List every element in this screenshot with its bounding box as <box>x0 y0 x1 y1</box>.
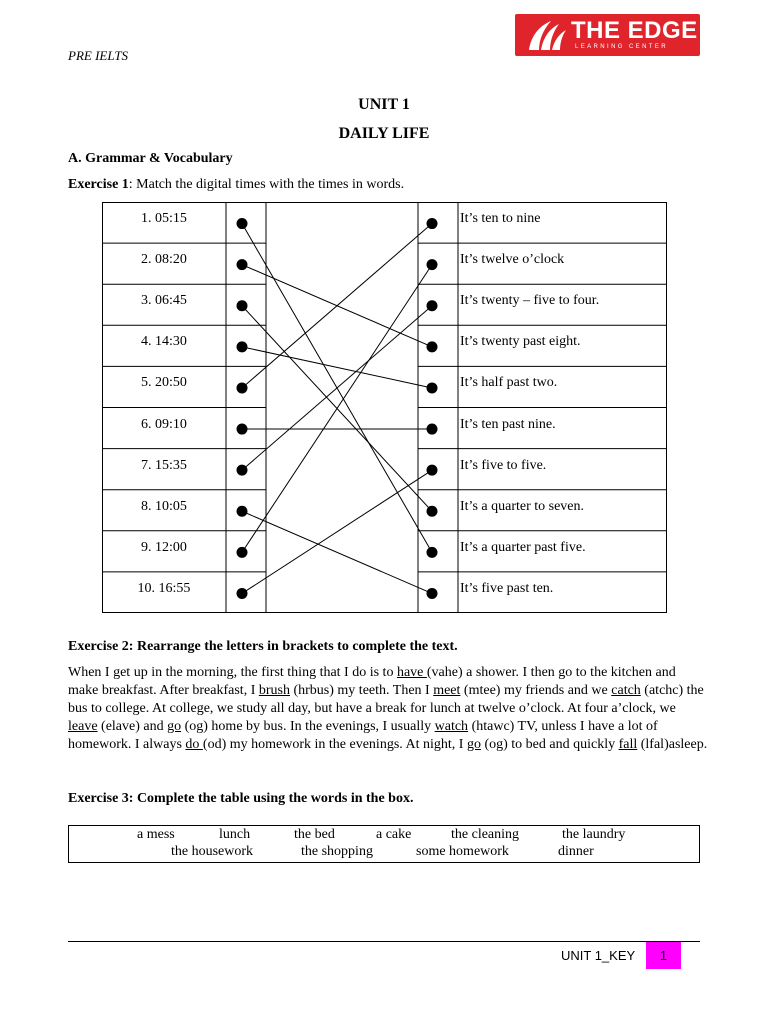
answer-have: have <box>396 665 427 680</box>
answer-catch: catch <box>611 683 641 698</box>
time-in-words: It’s five past ten. <box>460 580 554 596</box>
left-dot <box>237 218 248 229</box>
left-dot <box>237 588 248 599</box>
right-dot <box>427 424 438 435</box>
left-dot <box>237 259 248 270</box>
word-item: some homework <box>416 844 509 859</box>
time-in-words: It’s twenty past eight. <box>460 334 581 350</box>
match-line <box>242 470 432 593</box>
exercise3-title <box>68 791 413 807</box>
right-dot <box>427 300 438 311</box>
right-dot <box>427 588 438 599</box>
left-dot <box>237 547 248 558</box>
exercise2-paragraph: When I get up in the morning, the first thing that I do is to have (vahe) a shower. I then go to the kitchen and make breakfast. After breakfast, I brush (hrbus) my teeth. Then I meet (mtee) my friends and we catch (atchc) the bus to college. At college, we study all day, but have a break for lunch at twelve o’clock. At four a’clock, we leave (elave) and go (og) home by bus. In the evenings, I usually watch (htawc) TV, unless I have a lot of homework. I always do (od) my homework in the evenings. At night, I go (og) to bed and quickly fall (lfal)asleep. <box>68 665 708 752</box>
right-dot <box>427 341 438 352</box>
digital-time: 6. 09:10 <box>141 416 187 432</box>
digital-time: 1. 05:15 <box>141 211 187 226</box>
right-dot <box>427 259 438 270</box>
match-line <box>242 347 432 388</box>
sail-logo-icon <box>523 18 569 52</box>
matching-table <box>102 202 667 613</box>
match-line <box>242 224 432 388</box>
time-in-words: It’s ten to nine <box>460 211 541 226</box>
brand-logo <box>515 14 700 56</box>
exercise3-instruction: : Complete the table using the words in the box. <box>128 791 414 806</box>
footer-label: UNIT 1_KEY <box>561 948 636 963</box>
right-dot <box>427 547 438 558</box>
digital-time: 10. 16:55 <box>137 580 191 596</box>
right-dot <box>427 465 438 476</box>
word-box <box>68 825 700 863</box>
digital-time: 3. 06:45 <box>141 293 187 309</box>
time-in-words: It’s twenty – five to four. <box>460 293 600 309</box>
time-in-words: It’s a quarter to seven. <box>460 498 585 514</box>
answer-fall: fall <box>618 737 638 752</box>
exercise2-label: Exercise 2: <box>68 639 134 654</box>
section-heading: A. Grammar & Vocabulary <box>68 151 233 166</box>
left-dot <box>237 424 248 435</box>
exercise1-title <box>68 177 404 193</box>
right-dot <box>427 382 438 393</box>
match-line <box>242 265 432 553</box>
word-item: the cleaning <box>451 827 520 842</box>
answer-go-bed: go <box>466 737 481 752</box>
answer-leave: leave <box>68 719 98 734</box>
right-dot <box>427 506 438 517</box>
answer-go: go <box>167 719 182 734</box>
time-in-words: It’s twelve o’clock <box>460 252 565 268</box>
word-item: a mess <box>137 827 175 842</box>
time-in-words: It’s ten past nine. <box>460 416 556 432</box>
word-item: lunch <box>219 827 251 842</box>
footer-divider <box>68 941 700 942</box>
word-item: the housework <box>171 844 254 859</box>
word-item: dinner <box>558 844 594 859</box>
digital-time: 2. 08:20 <box>141 252 187 268</box>
page-number: 1 <box>646 942 681 969</box>
unit-title: UNIT 1 <box>358 96 410 113</box>
time-in-words: It’s half past two. <box>460 375 558 391</box>
left-dot <box>237 341 248 352</box>
time-in-words: It’s five to five. <box>460 457 547 473</box>
logo-subtitle: LEARNING CENTER <box>575 44 669 50</box>
word-item: the laundry <box>562 827 626 842</box>
match-line <box>242 306 432 470</box>
digital-time: 8. 10:05 <box>141 498 187 514</box>
logo-title: THE EDGE <box>571 17 698 44</box>
answer-brush: brush <box>258 683 290 698</box>
exercise2-instruction: Rearrange the letters in brackets to complete the text. <box>133 639 458 654</box>
left-dot <box>237 506 248 517</box>
exercise1-label: Exercise 1 <box>68 177 129 192</box>
left-dot <box>237 465 248 476</box>
word-item: the shopping <box>301 844 373 859</box>
word-item: a cake <box>376 827 412 842</box>
topic-title: DAILY LIFE <box>338 125 430 142</box>
digital-time: 9. 12:00 <box>141 539 187 555</box>
exercise3-label: Exercise 3 <box>68 791 129 806</box>
answer-watch: watch <box>434 719 469 734</box>
left-dot <box>237 300 248 311</box>
answer-do: do <box>185 737 203 752</box>
course-label: PRE IELTS <box>68 48 129 63</box>
answer-meet: meet <box>433 683 461 698</box>
exercise1-instruction: : Match the digital times with the times in words. <box>128 177 405 192</box>
digital-time: 5. 20:50 <box>141 375 187 391</box>
digital-time: 7. 15:35 <box>141 457 187 473</box>
time-in-words: It’s a quarter past five. <box>460 539 586 555</box>
left-dot <box>237 382 248 393</box>
exercise2-title <box>68 639 458 655</box>
match-line <box>242 511 432 593</box>
right-dot <box>427 218 438 229</box>
word-item: the bed <box>294 827 335 842</box>
digital-time: 4. 14:30 <box>141 334 187 350</box>
